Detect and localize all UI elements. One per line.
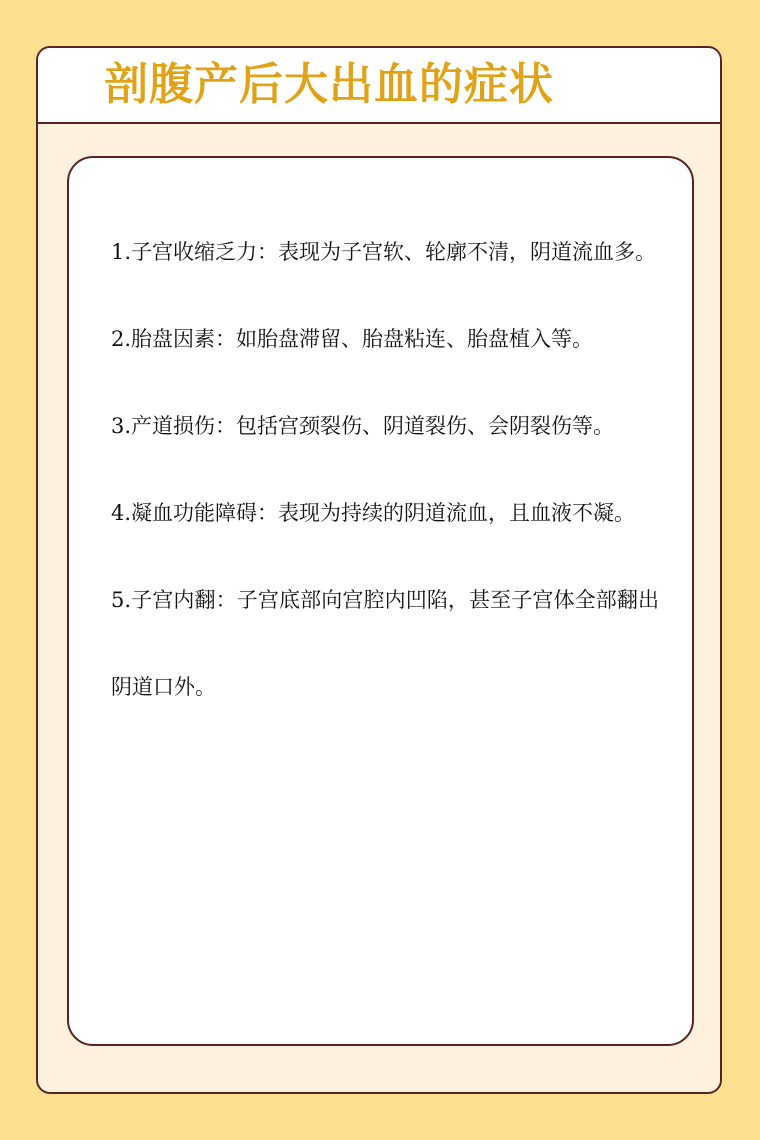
list-item <box>111 296 659 383</box>
content-card <box>67 156 694 1046</box>
item-text: 子宫内翻：子宫底部向宫腔内凹陷，甚至子宫体全部翻出阴道口外。 <box>111 588 659 699</box>
item-number: 1. <box>111 240 132 264</box>
symptom-list <box>111 209 659 731</box>
header-band <box>38 48 720 124</box>
item-text: 子宫收缩乏力：表现为子宫软、轮廓不清，阴道流血多。 <box>131 240 657 264</box>
list-item <box>111 557 659 731</box>
page-title: 剖腹产后大出血的症状 <box>104 59 554 110</box>
item-number: 5. <box>111 588 132 612</box>
list-item <box>111 470 659 557</box>
item-text: 产道损伤：包括宫颈裂伤、阴道裂伤、会阴裂伤等。 <box>131 414 615 438</box>
list-item <box>111 383 659 470</box>
item-text: 胎盘因素：如胎盘滞留、胎盘粘连、胎盘植入等。 <box>131 327 594 351</box>
item-number: 3. <box>111 414 132 438</box>
item-text: 凝血功能障碍：表现为持续的阴道流血，且血液不凝。 <box>131 501 636 525</box>
item-number: 4. <box>111 501 132 525</box>
list-item <box>111 209 659 296</box>
item-number: 2. <box>111 327 132 351</box>
